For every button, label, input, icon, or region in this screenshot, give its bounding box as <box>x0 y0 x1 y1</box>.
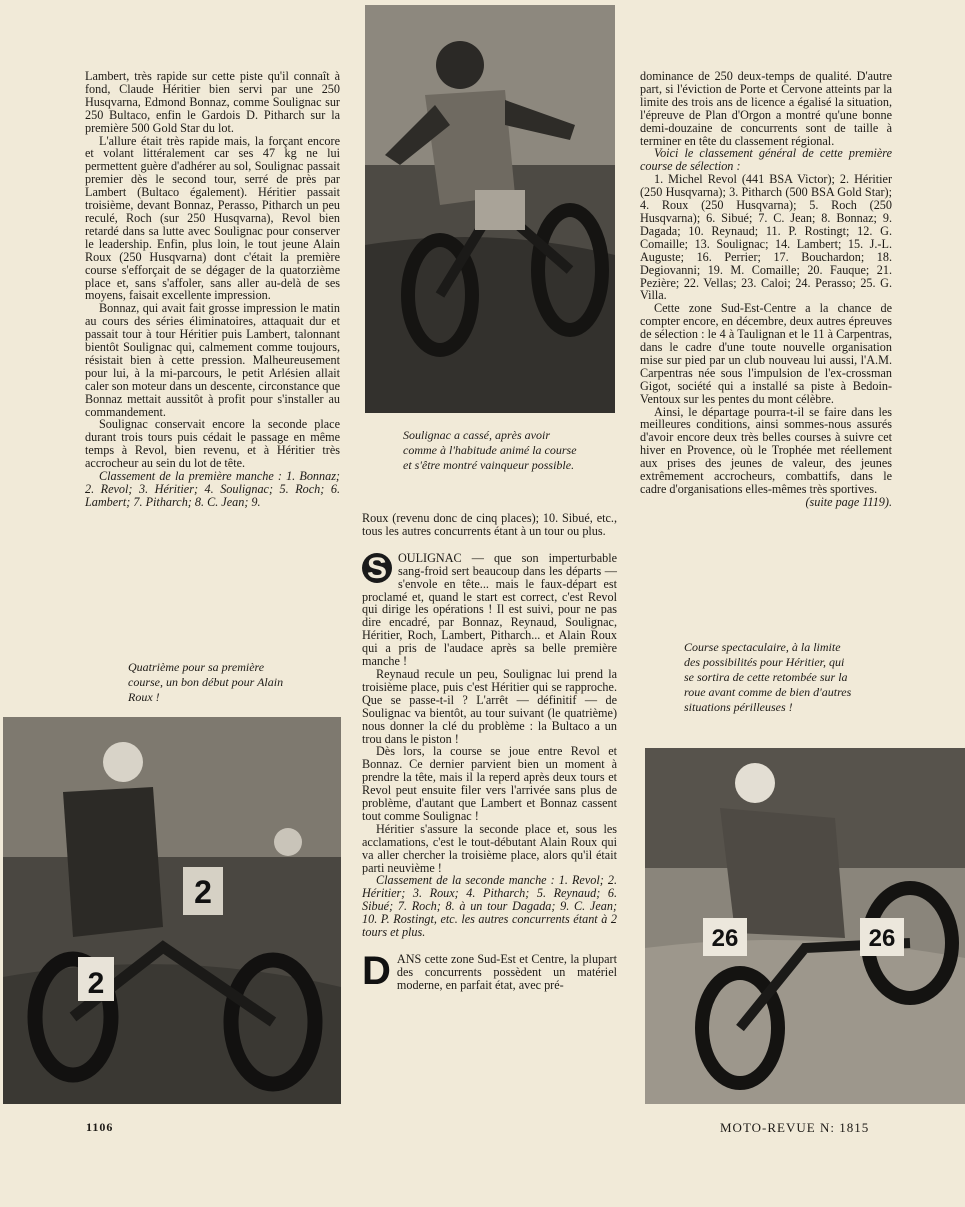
article-column-left <box>85 70 340 509</box>
caption-soulignac: Soulignac a cassé, après avoir comme à l'habitude animé la course et s'être montré vainqueur possible. <box>403 428 577 472</box>
article-column-center <box>362 512 617 992</box>
right-paragraph: Voici le classement général de cette première course de sélection : <box>640 146 892 174</box>
left-paragraph: L'allure était très rapide mais, la forçant encore et volant littéralement car ses 47 kg ne lui permettent guère d'adhérer au sol, Soulignac passait premier dès le second tour, serré de près par Lambert (Bultaco également). Héritier passait troisième, devant Bonnaz, Perasso, Pitharch un peu reculé, Roch (sur 250 Husqvarna), Revol bien retardé dans sa lutte avec Soulignac pour conserver le leadership. Enfin, plus loin, le tout jeune Alain Roux (250 Husqvarna) dont c'était la première course s'efforçait de se dégager de la quatorzième place et, sans s'affoler, sans aller au-delà de ses moyens, faisait excellente impression. <box>85 133 340 303</box>
right-paragraph: Ainsi, le départage pourra-t-il se faire dans les meilleures conditions, ainsi sommes-nous assurés d'avoir encore deux très belles courses à suivre cet hiver en Provence, où le Trophée met réellement aux prises des jeunes de valeur, des jeunes extrêmement accrocheurs, combattifs, dans le cadre d'organisations elles-mêmes très sportives. <box>640 404 892 496</box>
bib-number-26-left: 26 <box>711 925 739 952</box>
paragraph-d-dropcap: DANS cette zone Sud-Est et Centre, la plupart des concurrents possèdent un matériel moderne, en parfait état, avec pré- <box>362 949 617 993</box>
paragraph-s-dropcap: S OULIGNAC — que son imperturbable sang-froid sert beaucoup dans les départs — s'envole en tête... mais le faux-départ est proclamé et, quand le start est correct, c'est Revol qui dirige les opérations ! Il est suivi, pour ne pas dire encadré, par Bonnaz, Reynaud, Soulignac, Héritier, Roch, Lambert, Pitharch... et Alain Roux qui a pris de l'audace après sa belle première manche ! <box>362 550 617 669</box>
left-paragraph: Soulignac conservait encore la seconde place durant trois tours puis cédait le passage en même temps à Revol, bien revenu, et à Héritier très accrocheur au sein du lot de tête. <box>85 417 340 471</box>
right-paragraph: dominance de 250 deux-temps de qualité. D'autre part, si l'éviction de Porte et Cervone atteints par la limite des trois ans de licence a égalisé la situation, l'épreuve de Plan d'Orgon a montré qu'une bonne demi-douzaine de concurrents sont de taille à terminer en tête du classement régional. <box>640 69 892 148</box>
center-paragraph: Classement de la seconde manche : 1. Revol; 2. Héritier; 3. Roux; 4. Pitharch; 5. Reynaud; 6. Sibué; 7. Roch; 8. à un tour Dagada; 9. C. Jean; 10. P. Rostingt, etc. les autres concurrents étant à 2 tours et plus. <box>362 873 617 940</box>
svg-text:2: 2 <box>194 874 212 910</box>
center-paragraph: Dès lors, la course se joue entre Revol et Bonnaz. Ce dernier parvient bien un moment à prendre la tête, mais il la reperd après deux tours et Revol peut ensuite filer vers l'arrivée sans plus de problème, d'autant que Lambert et Bonnaz cassent tout comme Soulignac ! <box>362 744 617 823</box>
center-intro: Roux (revenu donc de cinq places); 10. Sibué, etc., tous les autres concurrents étant à un tour ou plus. <box>362 511 617 538</box>
article-column-right <box>640 70 892 509</box>
right-paragraph: 1. Michel Revol (441 BSA Victor); 2. Héritier (250 Husqvarna); 3. Pitharch (500 BSA Gold Star); 4. Roux (250 Husqvarna); 5. Roch (250 Husqvarna); 6. Sibué; 7. C. Jean; 8. Bonnaz; 9. Dagada; 10. Reynaud; 11. P. Rostingt; 12. G. Comaille; 13. Soulignac; 14. Lambert; 15. J.-L. Auguste; 16. Perrier; 17. Bouchardon; 18. Degiovanni; 19. M. Comaille; 20. Fauque; 21. Pezière; 22. Vellas; 23. Caloi; 24. Perasso; 25. G. Villa. <box>640 172 892 303</box>
dropcap-s: S <box>362 553 392 583</box>
caption-heritier: Course spectaculaire, à la limite des possibilités pour Héritier, qui se sortira de cette retombée sur la roue avant comme de bien d'autres situations périlleuses ! <box>684 640 852 714</box>
photo-heritier-wheelie <box>645 748 965 1104</box>
left-paragraph: Classement de la première manche : 1. Bonnaz; 2. Revol; 3. Héritier; 4. Soulignac; 5. Roch; 6. Lambert; 7. Pitharch; 8. C. Jean; 9. <box>85 469 340 509</box>
center-paragraph: Reynaud recule un peu, Soulignac lui prend la troisième place, puis c'est Héritier qui se rapproche. Que se passe-t-il ? L'arrêt — définitif — de Soulignac va bientôt, au tour suivant (le quatrième) nous donner la clé du problème : la Bultaco a un trou dans le piston ! <box>362 666 617 746</box>
left-paragraph: Lambert, très rapide sur cette piste qu'il connaît à fond, Claude Héritier bien servi par une 250 Husqvarna, Edmond Bonnaz, comme Soulignac sur 250 Bultaco, enfin le Gardois D. Pitharch sur la première 500 Gold Star du lot. <box>85 69 340 135</box>
dropcap-d: D <box>362 949 391 993</box>
magazine-footer: MOTO-REVUE N: 1815 <box>720 1120 870 1135</box>
caption-alain-roux: Quatrième pour sa première course, un bon début pour Alain Roux ! <box>128 660 284 704</box>
photo-alain-roux <box>3 717 341 1104</box>
bib-number-26-right: 26 <box>868 925 896 952</box>
bib-number-2: 2 <box>87 967 105 1000</box>
right-paragraph: Cette zone Sud-Est-Centre a la chance de compter encore, en décembre, deux autres épreuves de sélection : le 4 à Taulignan et le 11 à Carpentras, dans le cadre d'une toute nouvelle organisation mise sur pied par un club nouveau lui aussi, l'A.M. Carpentras née sous l'impulsion de l'ex-crossman Gigot, société qui a installé sa piste à Bedoin-Ventoux sur les pentes du mont célèbre. <box>640 301 892 406</box>
photo-soulignac-jump <box>365 5 615 413</box>
left-paragraph: Bonnaz, qui avait fait grosse impression le matin au cours des séries éliminatoires, attaquait dur et passait tour à tour Héritier puis Lambert, talonnant bientôt Soulignac qui, calmement comme toujours, résistait bien à cette pression. Malheureusement pour lui, à la mi-parcours, le petit Arlésien allait caler son moteur dans un descente, circonstance que Bonnaz mettait aussitôt à profit pour s'installer au commandement. <box>85 301 340 419</box>
page-number: 1106 <box>86 1120 114 1134</box>
right-paragraph: (suite page 1119). <box>805 494 892 509</box>
center-paragraph: Héritier s'assure la seconde place et, sous les acclamations, c'est le tout-débutant Alain Roux qui va aller chercher la troisième place, alors qu'il était parti neuvième ! <box>362 821 617 875</box>
